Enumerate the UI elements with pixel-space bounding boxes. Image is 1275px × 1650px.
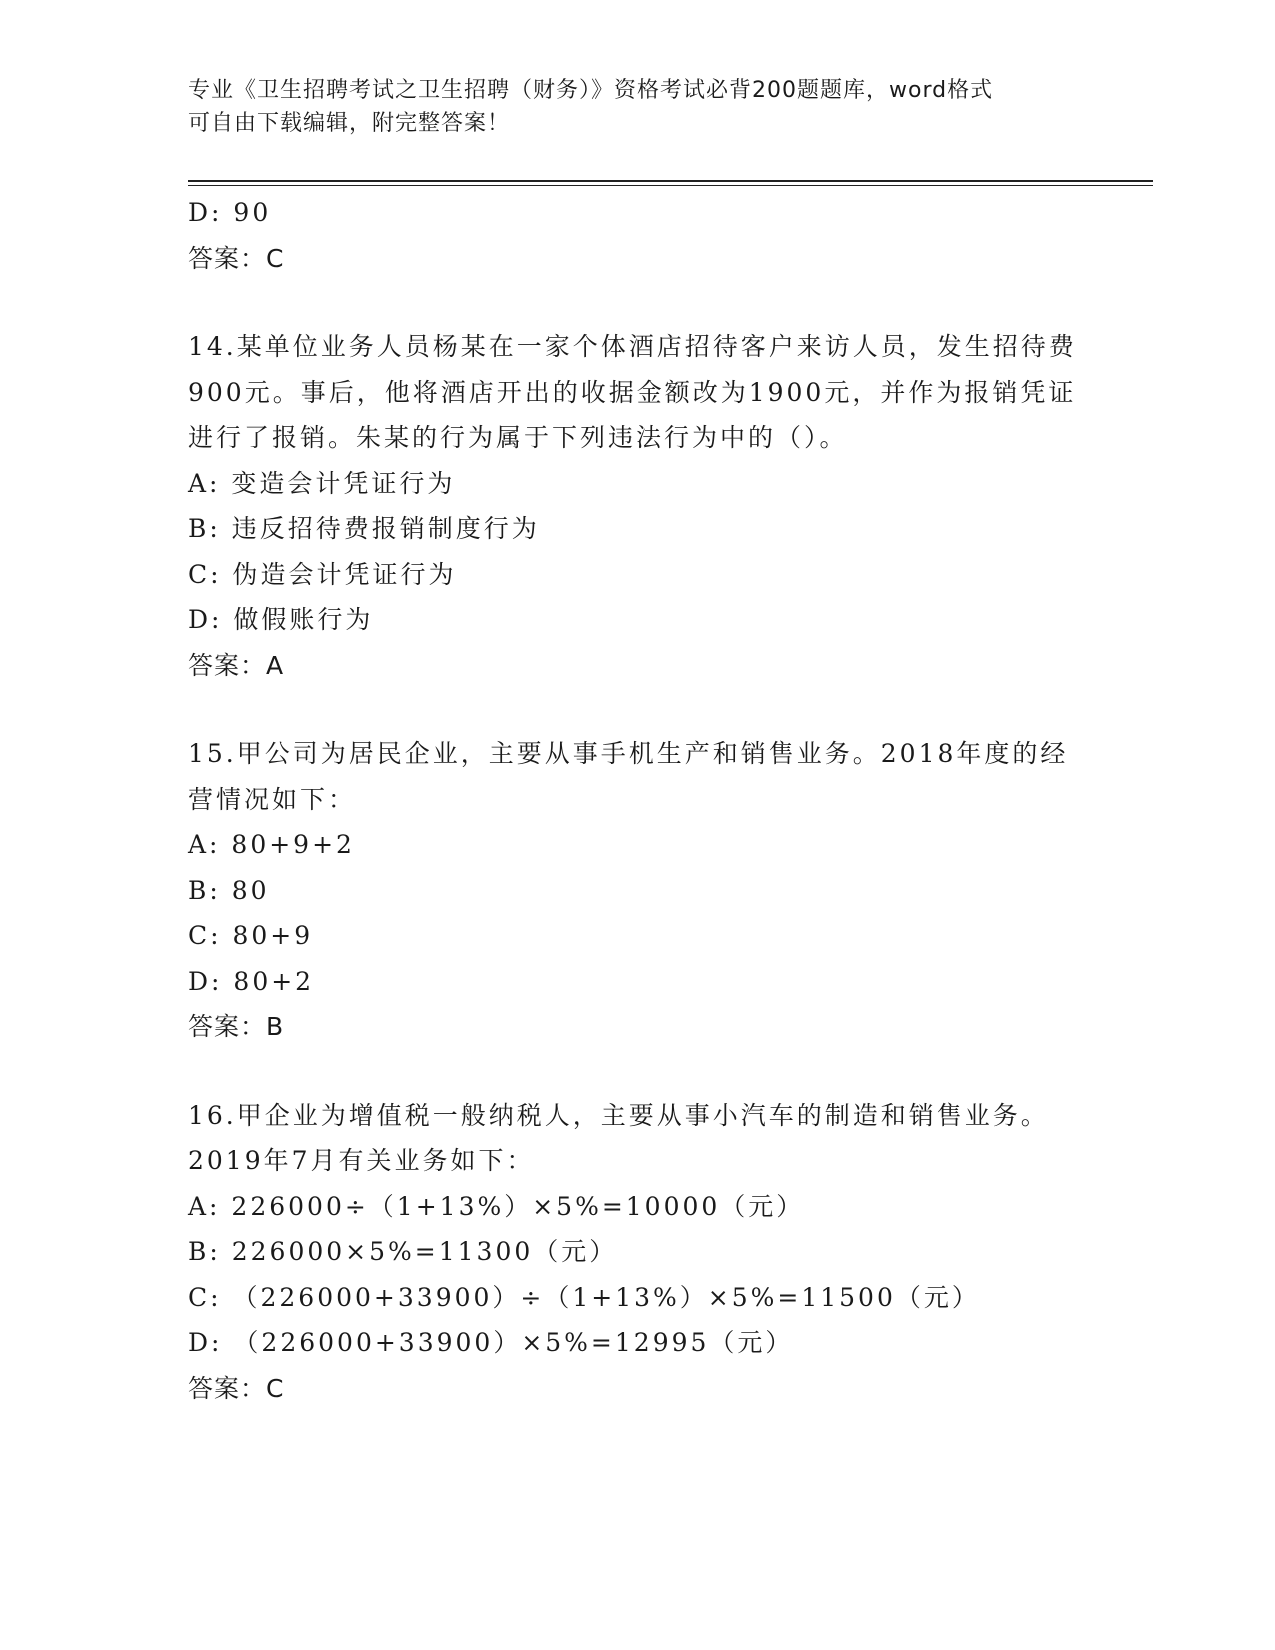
option-b: B: 违反招待费报销制度行为 xyxy=(188,514,540,543)
answer: 答案：C xyxy=(188,243,285,273)
question-15 xyxy=(188,731,1088,1050)
option-b: B: 80 xyxy=(188,875,270,905)
question-14 xyxy=(188,324,1088,688)
option-c: C: 伪造会计凭证行为 xyxy=(188,559,457,589)
option-b: B: 226000×5%=11300（元） xyxy=(188,1237,618,1266)
question-stem: 14.某单位业务人员杨某在一家个体酒店招待客户来访人员，发生招待费900元。事后，他将酒店开出的收据金额改为1900元，并作为报销凭证进行了报销。朱某的行为属于下列违法行为中的（）。 xyxy=(188,332,1077,452)
question-16 xyxy=(188,1093,1088,1412)
question-stem: 15.甲公司为居民企业，主要从事手机生产和销售业务。2018年度的经营情况如下： xyxy=(188,739,1069,814)
header-divider-thick xyxy=(188,180,1153,182)
header-divider-thin xyxy=(188,185,1153,186)
option-d: D: 80+2 xyxy=(188,966,315,996)
answer: 答案：C xyxy=(188,1373,285,1403)
option-d: D: 做假账行为 xyxy=(188,605,374,634)
answer: 答案：A xyxy=(188,650,285,680)
option-d: D: （226000+33900）×5%=12995（元） xyxy=(188,1328,794,1357)
question-stem: 16.甲企业为增值税一般纳税人，主要从事小汽车的制造和销售业务。2019年7月有关业务如下： xyxy=(188,1100,1049,1175)
option-c: C: 80+9 xyxy=(188,921,314,950)
option-a: A: 80+9+2 xyxy=(188,830,355,859)
header-title-line-2: 可自由下载编辑，附完整答案！ xyxy=(188,111,511,136)
answer: 答案：B xyxy=(188,1012,285,1041)
option-a: A: 226000÷（1+13%）×5%=10000（元） xyxy=(188,1191,805,1221)
option-d: D: 90 xyxy=(188,198,272,227)
document-body xyxy=(188,190,1088,1411)
header-title-line-1: 专业《卫生招聘考试之卫生招聘（财务）》资格考试必背200题题库，word格式 xyxy=(188,78,994,103)
previous-question-tail xyxy=(188,190,1088,281)
option-a: A: 变造会计凭证行为 xyxy=(188,468,456,498)
option-c: C: （226000+33900）÷（1+13%）×5%=11500（元） xyxy=(188,1282,980,1312)
page-header xyxy=(188,74,1088,140)
